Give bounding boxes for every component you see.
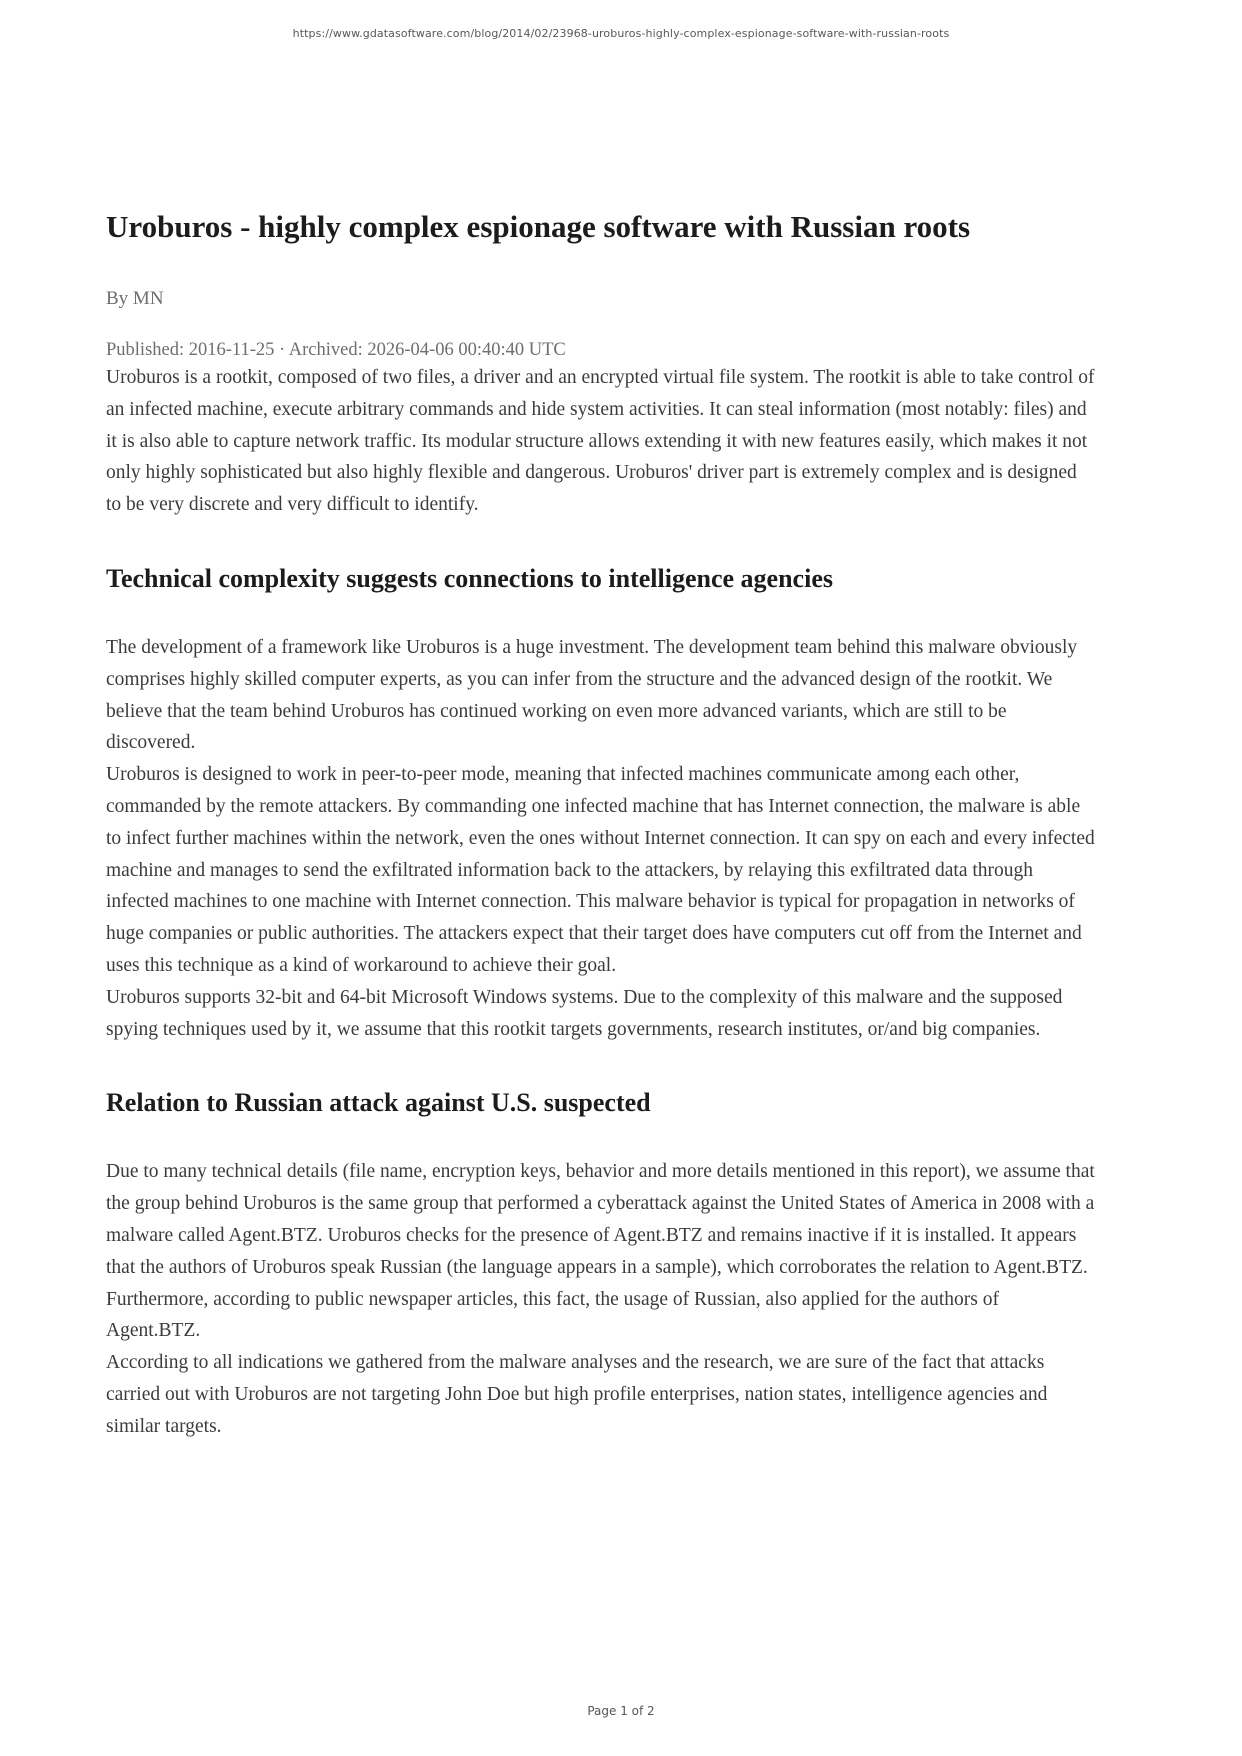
byline: By MN (106, 288, 164, 309)
paragraph: Uroburos is designed to work in peer-to-peer mode, meaning that infected machines communicate among each other, commanded by the remote attackers. By commanding one infected machine that has Internet connection, the malware is able to infect further machines within the network, even the ones without Internet connection. It can spy on each and every infected machine and manages to send the exfiltrated information back to the attackers, by relaying this exfiltrated data through infected machines to one machine with Internet connection. This malware behavior is typical for propagation in networks of huge companies or public authorities. The attackers expect that their target does have computers cut off from the Internet and uses this technique as a kind of workaround to achieve their goal. (106, 764, 1095, 976)
article-page (106, 0, 1096, 1443)
section-heading-technical-complexity: Technical complexity suggests connections to intelligence agencies (106, 563, 833, 593)
paragraph: According to all indications we gathered from the malware analyses and the research, we are sure of the fact that attacks carried out with Uroburos are not targeting John Doe but high profile enterprises, nation states, intelligence agencies and similar targets. (106, 1352, 1048, 1437)
browser-url-text: https://www.gdatasoftware.com/blog/2014/02/23968-uroburos-highly-complex-espionage-software-with-russian-roots (292, 27, 950, 40)
section-body-technical-complexity (106, 632, 1096, 1045)
paragraph: Due to many technical details (file name, encryption keys, behavior and more details mentioned in this report), we assume that the group behind Uroburos is the same group that performed a cyberattack against the United States of America in 2008 with a malware called Agent.BTZ. Uroburos checks for the presence of Agent.BTZ and remains inactive if it is installed. It appears that the authors of Uroburos speak Russian (the language appears in a sample), which corroborates the relation to Agent.BTZ. Furthermore, according to public newspaper articles, this fact, the usage of Russian, also applied for the authors of Agent.BTZ. (106, 1161, 1095, 1342)
section-body-russian-attack (106, 1156, 1096, 1442)
section-heading-russian-attack: Relation to Russian attack against U.S. suspected (106, 1088, 651, 1118)
paragraph: Uroburos supports 32-bit and 64-bit Microsoft Windows systems. Due to the complexity of this malware and the supposed spying techniques used by it, we assume that this rootkit targets governments, research institutes, or/and big companies. (106, 986, 1063, 1040)
intro-paragraph: Uroburos is a rootkit, composed of two files, a driver and an encrypted virtual file system. The rootkit is able to take control of an infected machine, execute arbitrary commands and hide system activities. It can steal information (most notably: files) and it is also able to capture network traffic. Its modular structure allows extending it with new features easily, which makes it not only highly sophisticated but also highly flexible and dangerous. Uroburos' driver part is extremely complex and is designed to be very discrete and very difficult to identify. (106, 367, 1095, 516)
page-title: Uroburos - highly complex espionage software with Russian roots (106, 209, 971, 244)
publish-archive-meta: Published: 2016-11-25 · Archived: 2026-04-06 00:40:40 UTC (106, 340, 566, 360)
paragraph: The development of a framework like Uroburos is a huge investment. The development team behind this malware obviously comprises highly skilled computer experts, as you can infer from the structure and the advanced design of the rootkit. We believe that the team behind Uroburos has continued working on even more advanced variants, which are still to be discovered. (106, 636, 1078, 754)
page-footer: Page 1 of 2 (587, 1704, 655, 1718)
